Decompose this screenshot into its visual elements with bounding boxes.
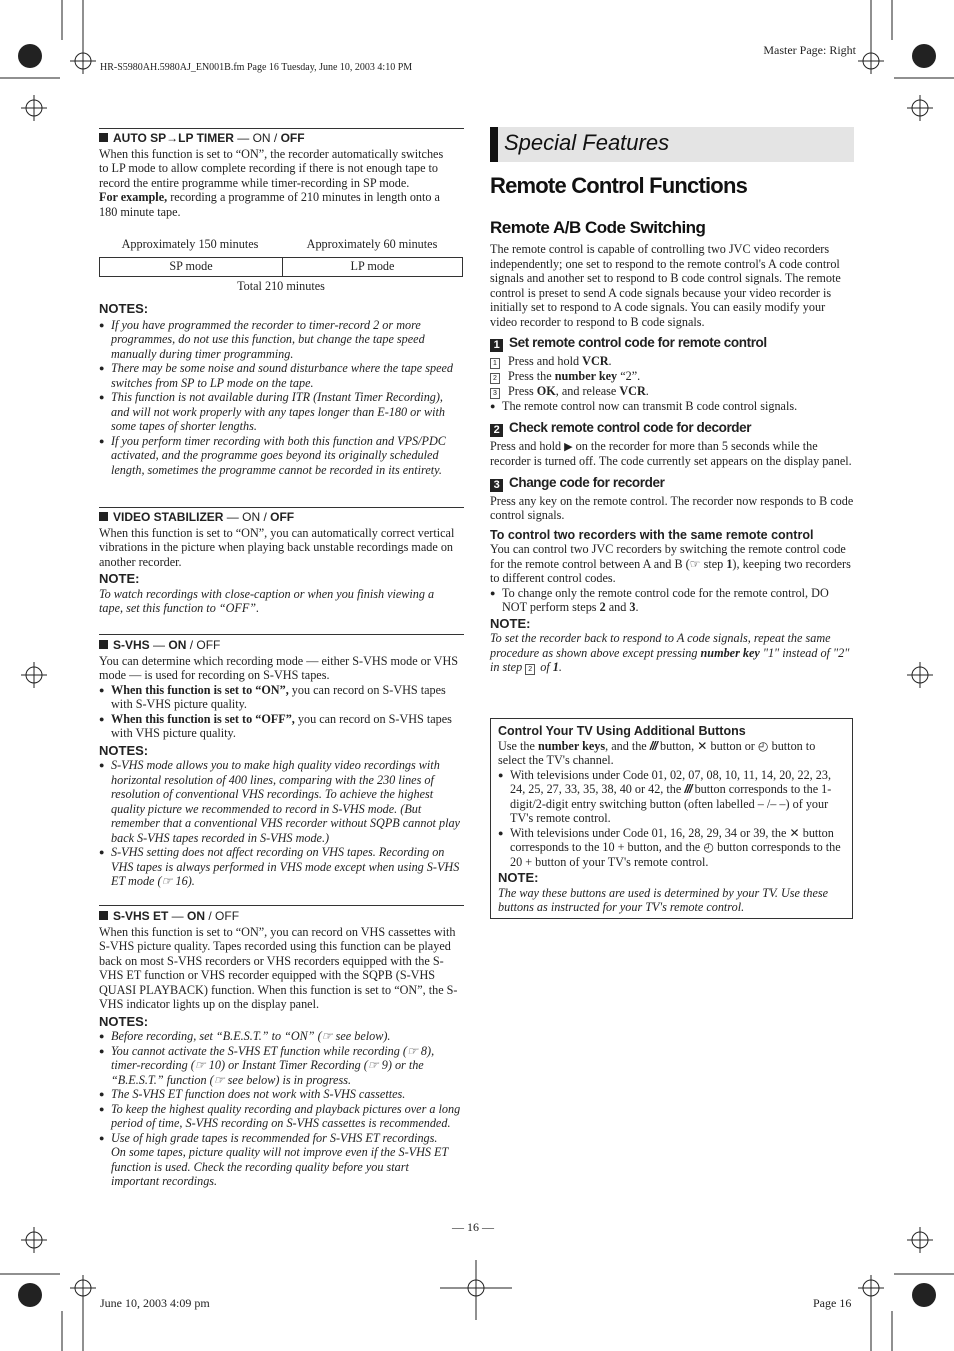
- entry-switch-icon: ///: [649, 738, 657, 753]
- section-title: AUTO SP→LP TIMER — ON / OFF: [99, 131, 464, 146]
- tape-diagram: [99, 237, 463, 293]
- section-title: VIDEO STABILIZER — ON / OFF: [99, 510, 464, 525]
- two-recorders-heading: To control two recorders with the same remote control: [490, 527, 814, 542]
- svhs-bullet-on: ● When this function is set to “ON”, you can record on S-VHS tapes with S-VHS picture quality.: [99, 683, 456, 712]
- footer-page: Page 16: [813, 1296, 852, 1310]
- banner-title: Special Features: [504, 130, 670, 155]
- close-icon: ✕: [697, 738, 708, 753]
- box-bullet: ● With televisions under Code 01, 16, 28, 29, 34 or 39, the ✕ button corresponds to the 10 + button, and the ◴ button corresponds to the 20 + button of your TV's remote control.: [498, 826, 844, 870]
- footer-date: June 10, 2003 4:09 pm: [100, 1296, 210, 1310]
- box-note-text: The way these buttons are used is determined by your TV. Use these buttons as instructed for your TV's remote control.: [498, 885, 829, 914]
- section-rule: [99, 128, 464, 129]
- file-info: HR-S5980AH.5980AJ_EN001B.fm Page 16 Tuesday, June 10, 2003 4:10 PM: [100, 62, 413, 73]
- box-bullet: ● With televisions under Code 01, 02, 07, 08, 10, 11, 14, 20, 22, 23, 24, 25, 27, 33, 35, 38, 40 or 42, the /// button corresponds to the 1-digit/2-digit entry switching button (often labelled – /– –) of your TV's remote control.: [498, 768, 844, 826]
- note-item: ● Before recording, set “B.E.S.T.” to “ON” (☞ see below).: [99, 1029, 464, 1044]
- step-3-body: Press any key on the remote control. The recorder now responds to B code control signals.: [490, 493, 854, 522]
- svhs-bullet-off: ● When this function is set to “OFF”, you can record on S-VHS tapes with VHS picture quality.: [99, 712, 456, 741]
- note-text: To set the recorder back to respond to A code signals, repeat the same procedure as shown above except pressing number key "1" instead of "2" in step 2 of 1.: [490, 631, 850, 674]
- section-svhs-et: [99, 909, 464, 1189]
- section-video-stabilizer: [99, 510, 464, 616]
- substep-2: 2 Press the number key “2”.: [490, 369, 854, 384]
- note-item: ● If you have programmed the recorder to timer-record 2 or more programmes, do not use this function, but change the tape speed manually during timer programming.: [99, 318, 462, 362]
- note-item: ● There may be some noise and sound disturbance where the tape speed switches from SP to LP mode on the tape.: [99, 361, 462, 390]
- section-heading: Remote A/B Code Switching: [490, 218, 706, 237]
- auto-sp-example: For example, recording a programme of 210 minutes in length onto a 180 minute tape.: [99, 190, 440, 219]
- note-item: ● S-VHS setting does not affect recording on VHS tapes. Recording on VHS tapes is always performed in VHS mode except when using S-VHS ET mode (☞ 16).: [99, 845, 464, 889]
- section-svhs: [99, 638, 464, 889]
- tv-control-box: [490, 718, 853, 919]
- auto-sp-body: When this function is set to “ON”, the recorder automatically switches to LP mode to allow complete recording if there is not enough tape to record the entire programme while timer-recording in SP mode.: [99, 146, 444, 190]
- auto-sp-notes: [99, 302, 462, 477]
- intro-paragraph: The remote control is capable of controlling two JVC video recorders independently; one set to respond to the remote control's A code control signals and another set to respond to B code control signals. The remote control is preset to send A code signals because your video recorder is initially set to respond to A code signals. You can easily modify your video recorder to respond to B code signals.: [490, 242, 841, 329]
- notes-title: NOTES:: [99, 301, 149, 316]
- section-banner: [490, 127, 854, 162]
- entry-switch-icon: ///: [684, 782, 692, 796]
- note-title: NOTE:: [490, 615, 531, 631]
- two-recorders-bullet: ● To change only the remote control code for the remote control, DO NOT perform steps 2 and 3.: [490, 586, 854, 615]
- note-item: ● The S-VHS ET function does not work with S-VHS cassettes.: [99, 1087, 464, 1102]
- note-item: ● You cannot activate the S-VHS ET function while recording (☞ 8), timer-recording (☞ 10) or Instant Timer Recording (☞ 9) or the “B.E.S.T.” function (☞ see below) is in progress.: [99, 1044, 451, 1088]
- master-page-label: Master Page: Right: [763, 43, 856, 57]
- section-title: S-VHS — ON / OFF: [99, 638, 464, 653]
- notes-title: NOTES:: [99, 1013, 149, 1029]
- substep-1: 1 Press and hold VCR.: [490, 354, 854, 369]
- right-main-text: [490, 242, 854, 675]
- note-item: ● Use of high grade tapes is recommended for S-VHS ET recordings. On some tapes, picture quality will not improve even if the S-VHS ET function is used. Check the recording quality before you start important recordings.: [99, 1131, 451, 1189]
- svhs-body: You can determine which recording mode — either S-VHS mode or VHS mode — is used for recording on S-VHS tapes.: [99, 653, 459, 682]
- section-auto-sp-lp: [99, 131, 464, 219]
- section-rule: [99, 634, 464, 635]
- video-stab-body: When this function is set to “ON”, you can automatically correct vertical vibrations in the picture when playing back unstable recordings made on another recorder.: [99, 525, 455, 569]
- note-item: ● S-VHS mode allows you to make high quality video recordings with horizontal resolution of 400 lines, comparing with the 230 lines of resolution of conventional VHS recordings. To achieve the highest quality picture we recommended to record in S-VHS mode. (But remember that a conventional VHS recorder without SQPB cannot play back S-VHS tapes recorded in S-VHS mode.): [99, 758, 464, 845]
- box-note-title: NOTE:: [498, 870, 539, 885]
- play-icon: ▶: [564, 440, 573, 453]
- step-2-body: Press and hold ▶ on the recorder for more than 5 seconds while the recorder is turned off. The code currently set appears on the display panel.: [490, 438, 852, 468]
- note-text: To watch recordings with close-caption or when you finish viewing a tape, set this function to “OFF”.: [99, 586, 435, 615]
- section-rule: [99, 507, 464, 508]
- sp-mode-cell: SP mode: [100, 257, 283, 276]
- section-rule: [99, 905, 464, 906]
- svhs-et-body: When this function is set to “ON”, you can record on VHS cassettes with S-VHS picture quality. Tapes recorded using this function can be played back on most S-VHS recorders or VHS recorders equipped with the S-VHS ET function or VHS recorder equipped with the SQPB (S-VHS QUASI PLAYBACK) function. When this function is set to “ON”, the S-VHS indicator lights up on the display panel.: [99, 924, 458, 1011]
- section-title: S-VHS ET — ON / OFF: [99, 909, 464, 924]
- note-item: ● To keep the highest quality recording and playback pictures over a long period of time, S-VHS recording on S-VHS cassettes is recommended.: [99, 1102, 464, 1131]
- step-3-number: 3: [490, 479, 503, 492]
- lp-mode-cell: LP mode: [283, 257, 463, 276]
- note-item: ● This function is not available during ITR (Instant Timer Recording), and will not work properly with any tapes longer than E-180 or with some tapes of shorter lengths.: [99, 390, 462, 434]
- box-title: Control Your TV Using Additional Buttons: [498, 724, 746, 738]
- step-1-bullet: ● The remote control now can transmit B code control signals.: [490, 399, 854, 414]
- clock-icon: ◴: [757, 738, 769, 753]
- box-paragraph: Use the number keys, and the /// button, ✕ button or ◴ button to select the TV's channel.: [498, 738, 816, 767]
- step-1-heading: 1 Set remote control code for remote control: [490, 336, 854, 352]
- close-icon: ✕: [789, 825, 800, 840]
- substep-3: 3 Press OK, and release VCR.: [490, 384, 854, 399]
- notes-title: NOTES:: [99, 742, 149, 758]
- page-number: — 16 —: [452, 1220, 494, 1234]
- step-2-number: 2: [490, 424, 503, 437]
- step-1-number: 1: [490, 339, 503, 352]
- clock-icon: ◴: [703, 840, 715, 854]
- two-recorders-body: You can control two JVC recorders by switching the remote control code for the remote control between A and B (☞ step 1), keeping two recorders to different control codes.: [490, 542, 851, 585]
- label-60-min: Approximately 60 minutes: [306, 237, 438, 251]
- step-2-heading: 2 Check remote control code for decorder: [490, 421, 854, 437]
- step-3-heading: 3 Change code for recorder: [490, 476, 854, 492]
- note-item: ● If you perform timer recording with both this function and VPS/PDC activated, and the programme goes beyond its originally scheduled length, sometimes the programme cannot be recorded in its entirety.: [99, 434, 462, 478]
- note-title: NOTE:: [99, 571, 140, 586]
- total-label: Total 210 minutes: [237, 278, 325, 293]
- page-title: Remote Control Functions: [490, 173, 748, 198]
- label-150-min: Approximately 150 minutes: [121, 237, 259, 251]
